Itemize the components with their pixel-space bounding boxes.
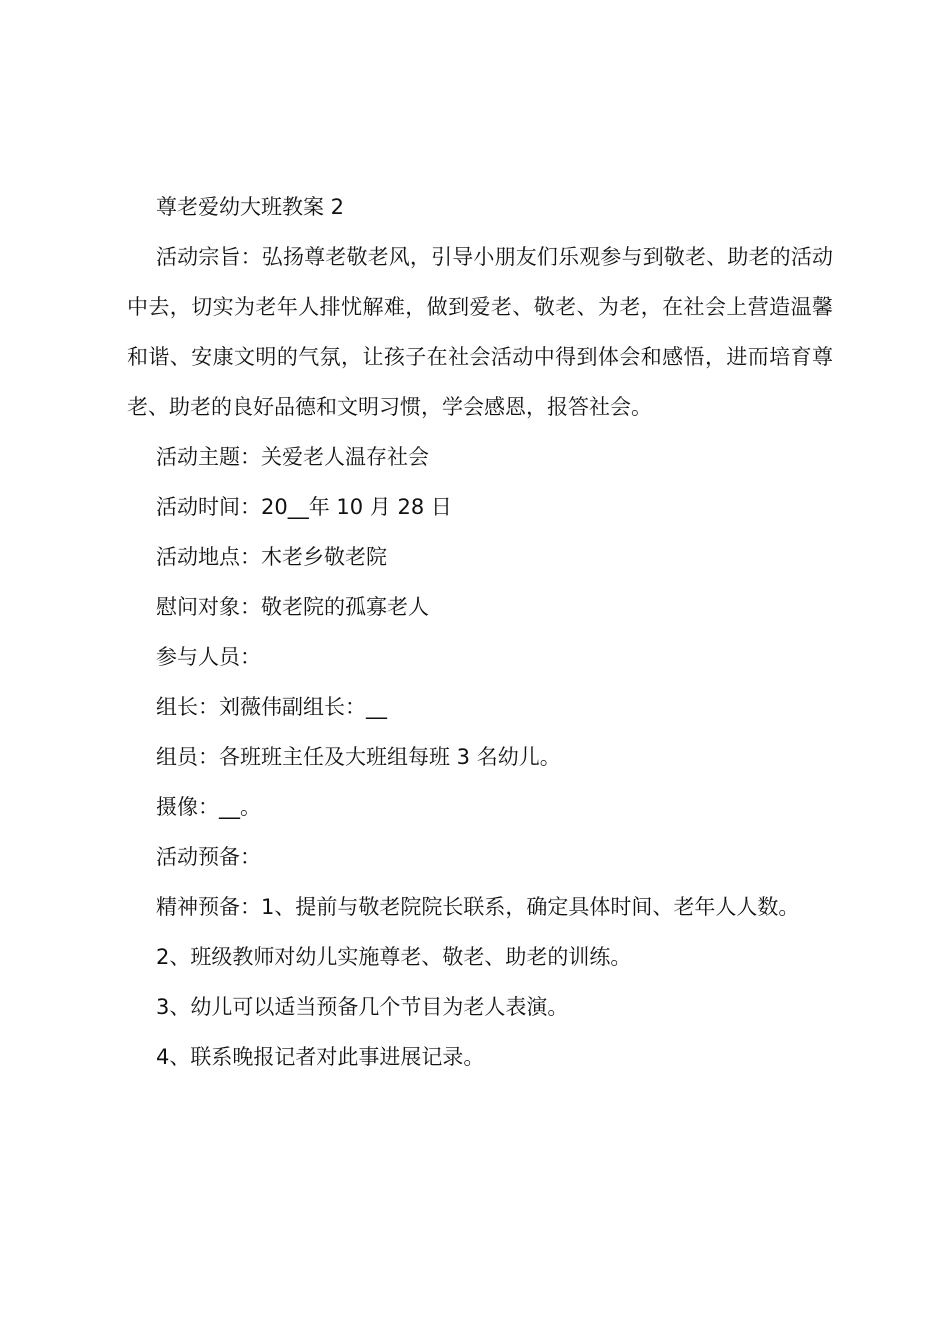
paragraph-leaders: 组长：刘薇伟副组长：__ (156, 695, 387, 719)
paragraph-participants: 参与人员： (156, 645, 261, 669)
paragraph-time: 活动时间：20__年 10 月 28 日 (156, 495, 452, 519)
paragraph-preparation-4: 4、联系晚报记者对此事进展记录。 (156, 1045, 485, 1069)
paragraph-preparation-3: 3、幼儿可以适当预备几个节目为老人表演。 (156, 995, 569, 1019)
paragraph-preparation: 活动预备： (156, 845, 261, 869)
document-body (127, 182, 833, 1082)
document-title: 尊老爱幼大班教案 2 (156, 195, 345, 219)
paragraph-photography: 摄像：__。 (156, 795, 261, 819)
paragraph-visit-target: 慰问对象：敬老院的孤寡老人 (156, 595, 429, 619)
paragraph-location: 活动地点：木老乡敬老院 (156, 545, 387, 569)
paragraph-preparation-2: 2、班级教师对幼儿实施尊老、敬老、助老的训练。 (156, 945, 632, 969)
paragraph-members: 组员：各班班主任及大班组每班 3 名幼儿。 (156, 745, 561, 769)
paragraph-preparation-1: 精神预备：1、提前与敬老院院长联系，确定具体时间、老年人人数。 (156, 895, 800, 919)
paragraph-theme: 活动主题：关爱老人温存社会 (156, 445, 429, 469)
paragraph-purpose: 活动宗旨：弘扬尊老敬老风，引导小朋友们乐观参与到敬老、助老的活动中去，切实为老年人排忧解难，做到爱老、敬老、为老，在社会上营造温馨和谐、安康文明的气氛，让孩子在社会活动中得到体会和感悟，进而培育尊老、助老的良好品德和文明习惯，学会感恩，报答社会。 (127, 245, 833, 419)
